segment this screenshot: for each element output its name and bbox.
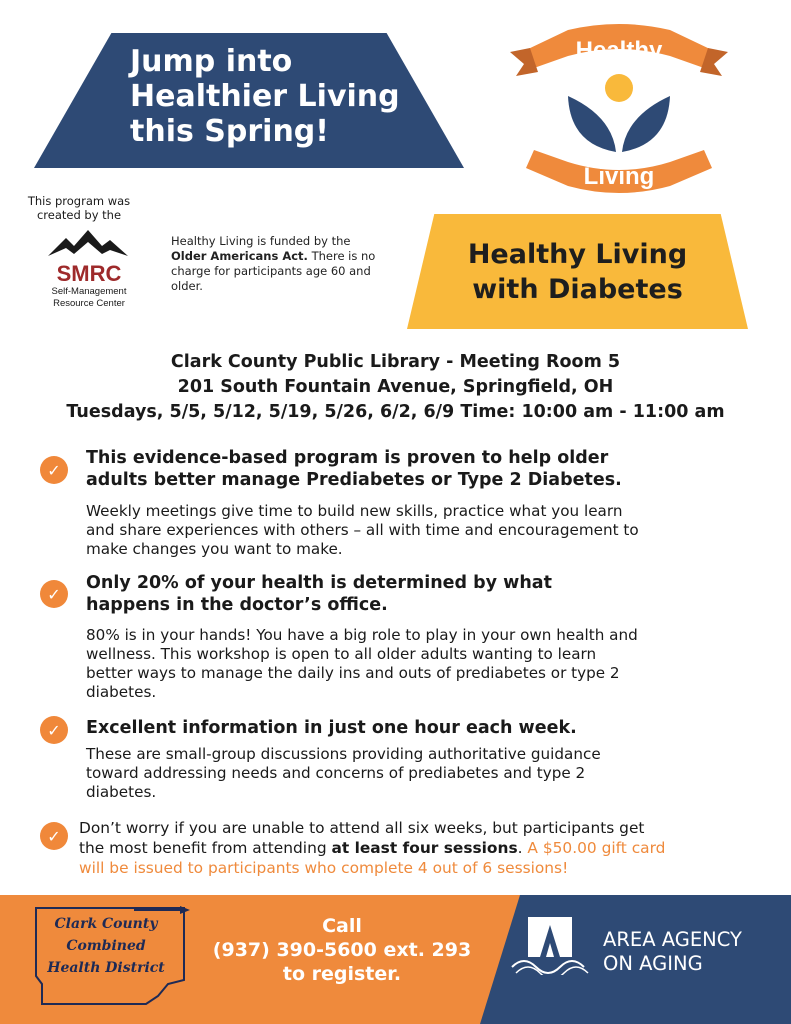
bullet-heading: Only 20% of your health is determined by what happens in the doctor’s office.: [86, 573, 552, 615]
smrc-name-line1: Self-Management: [51, 286, 127, 297]
check-icon: ✓: [40, 716, 68, 744]
attendance-text-2: .: [517, 839, 528, 857]
funding-suffix: There is no charge for participants age 60 and older.: [171, 249, 376, 293]
bullet-body: These are small-group discussions providing authoritative guidance toward addressing needs and concerns of prediabetes and type 2 diabetes.: [86, 745, 601, 801]
check-icon: ✓: [40, 580, 68, 608]
call-to-register: Call (937) 390-5600 ext. 293 to register.: [212, 915, 472, 985]
health-district-name: [42, 913, 170, 979]
bullet-body: 80% is in your hands! You have a big role to play in your own health and wellness. This workshop is open to all older adults wanting to learn better ways to manage the daily ins and outs of prediabetes or type 2 diabetes.: [86, 626, 638, 701]
logo-top-text: Healthy: [575, 37, 663, 64]
gift-card-note: A $50.00 gift card will be issued to participants who complete 4 out of 6 sessions!: [79, 839, 666, 877]
program-title: Healthy Living with Diabetes: [467, 239, 688, 305]
attendance-note: [79, 818, 665, 878]
funding-act: Older Americans Act.: [171, 249, 308, 263]
bullet-heading: Excellent information in just one hour each week.: [86, 718, 577, 738]
smrc-logo: [44, 226, 134, 312]
logo-bottom-text: Living: [583, 163, 655, 190]
bullet-heading: This evidence-based program is proven to help older adults better manage Prediabetes or Type 2 Diabetes.: [86, 448, 622, 490]
bullet-body: Weekly meetings give time to build new skills, practice what you learn and share experiences with others – all with time and encouragement to make changes you want to make.: [86, 502, 639, 558]
hero-title: Jump into Healthier Living this Spring!: [130, 44, 400, 149]
funding-note: [171, 234, 381, 294]
created-by-text: This program was created by the: [27, 194, 131, 222]
healthy-living-logo: [508, 24, 730, 194]
health-district-label: Clark County Combined Health District: [47, 916, 165, 976]
funding-prefix: Healthy Living is funded by the: [171, 234, 351, 248]
area-agency-name: AREA AGENCY ON AGING: [603, 928, 742, 975]
area-agency-logo-icon: [510, 915, 594, 975]
smrc-abbr: SMRC: [56, 261, 122, 286]
check-icon: ✓: [40, 822, 68, 850]
attendance-bold: at least four sessions: [331, 839, 518, 857]
check-icon: ✓: [40, 456, 68, 484]
smrc-name-line2: Resource Center: [53, 298, 125, 309]
location-venue: Clark County Public Library - Meeting Room 5: [170, 352, 621, 372]
location-address: 201 South Fountain Avenue, Springfield, OH: [177, 377, 614, 397]
attendance-text: Don’t worry if you are unable to attend all six weeks, but participants get the most benefit from attending: [79, 819, 645, 857]
location-schedule: Tuesdays, 5/5, 5/12, 5/19, 5/26, 6/2, 6/9 Time: 10:00 am - 11:00 am: [66, 402, 725, 422]
